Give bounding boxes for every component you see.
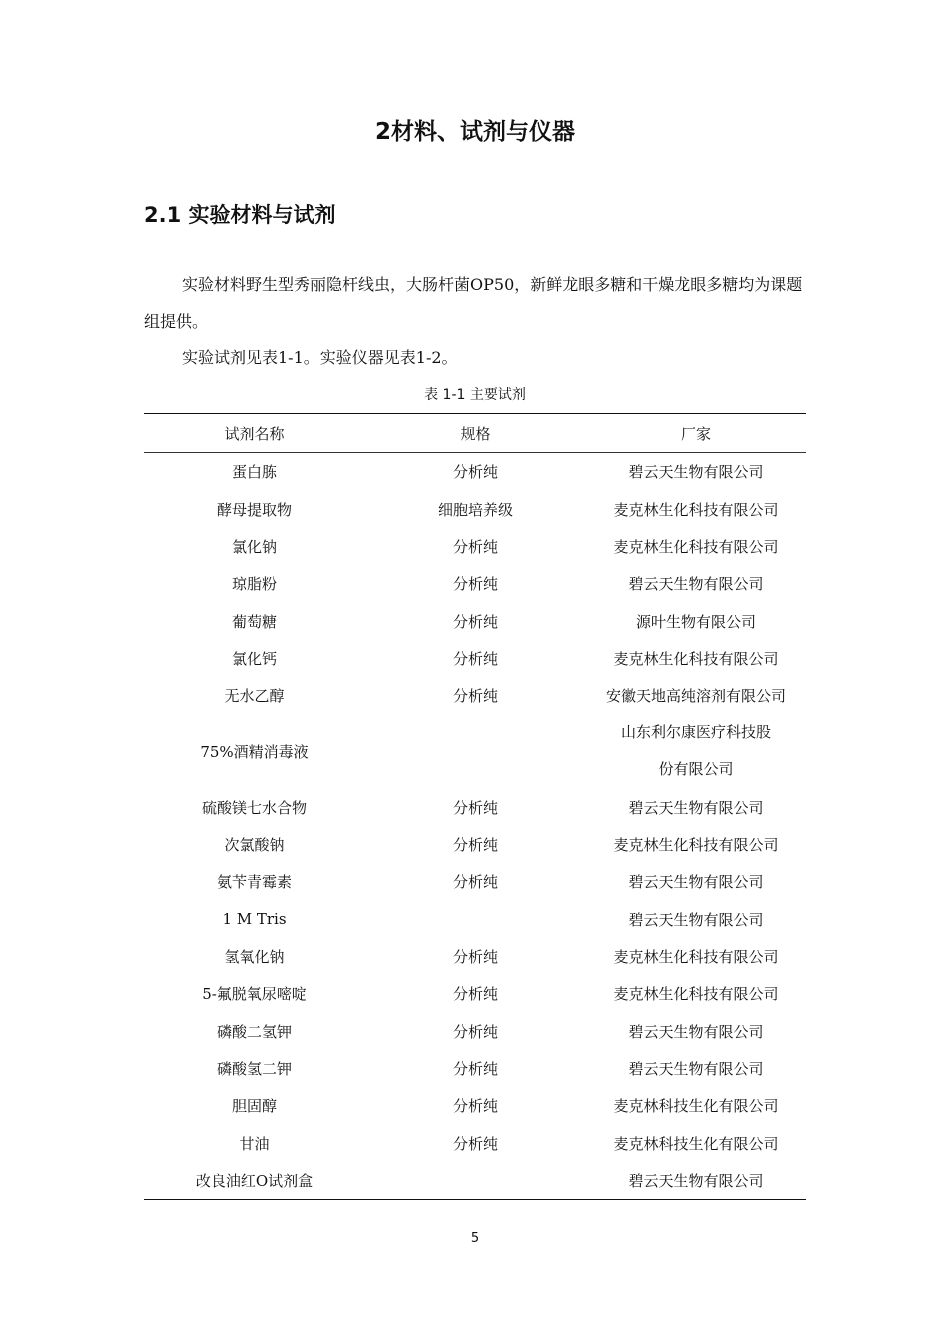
- reagent-name-cell: 75%酒精消毒液: [200, 742, 309, 761]
- table-row: [144, 938, 806, 975]
- table-row: [144, 714, 806, 788]
- maker-cell: 安徽天地高纯溶剂有限公司: [605, 687, 786, 706]
- maker-cell: 麦克林科技生化有限公司: [613, 1134, 779, 1153]
- table-row: [144, 900, 806, 937]
- table-body: [144, 453, 806, 1200]
- spec-cell: 分析纯: [452, 649, 498, 668]
- spec-cell: 分析纯: [452, 1097, 498, 1116]
- table-row: [144, 788, 806, 825]
- reagent-name-cell: 葡萄糖: [231, 612, 277, 631]
- table-row: [144, 528, 806, 565]
- table-header-row: [144, 414, 806, 453]
- header-spec: 规格: [365, 414, 586, 453]
- spec-cell: 分析纯: [452, 985, 498, 1004]
- spec-cell: 分析纯: [452, 798, 498, 817]
- maker-cell: 麦克林生化科技有限公司: [613, 947, 779, 966]
- maker-cell: 碧云天生物有限公司: [628, 463, 764, 482]
- reagent-name-cell: 改良油红O试剂盒: [195, 1172, 314, 1191]
- spec-cell: 分析纯: [452, 463, 498, 482]
- reagent-name-cell: 次氯酸钠: [224, 835, 285, 854]
- reagent-name-cell: 无水乙醇: [224, 687, 285, 706]
- table-row: [144, 677, 806, 714]
- table-row: [144, 1050, 806, 1087]
- table-row: [144, 863, 806, 900]
- page-number: 5: [470, 1231, 480, 1246]
- reagent-name-cell: 氨苄青霉素: [216, 873, 292, 892]
- table-row: [144, 640, 806, 677]
- maker-cell: 源叶生物有限公司: [635, 612, 756, 631]
- reagent-name-cell: 琼脂粉: [231, 575, 277, 594]
- table-row: [144, 975, 806, 1012]
- reagent-name-cell: 硫酸镁七水合物: [201, 798, 307, 817]
- reagent-name-cell: 氯化钠: [231, 537, 277, 556]
- spec-cell: [365, 900, 586, 937]
- maker-cell: 麦克林生化科技有限公司: [613, 500, 779, 519]
- chapter-title: 2材料、试剂与仪器: [374, 119, 575, 145]
- reagent-name-cell: 1 M Tris: [222, 910, 287, 929]
- spec-cell: 分析纯: [452, 537, 498, 556]
- section-title: 2.1 实验材料与试剂: [144, 203, 336, 227]
- maker-cell: 麦克林科技生化有限公司: [613, 1097, 779, 1116]
- maker-cell: 麦克林生化科技有限公司: [613, 649, 779, 668]
- spec-cell: [365, 714, 586, 788]
- maker-cell: 碧云天生物有限公司: [628, 910, 764, 929]
- spec-cell: 分析纯: [452, 1059, 498, 1078]
- table-row: [144, 1012, 806, 1049]
- maker-cell: 碧云天生物有限公司: [628, 798, 764, 817]
- table-row: [144, 1087, 806, 1124]
- maker-cell: 麦克林生化科技有限公司: [613, 835, 779, 854]
- maker-cell: 碧云天生物有限公司: [628, 575, 764, 594]
- paragraph-materials: 实验材料野生型秀丽隐杆线虫，大肠杆菌OP50，新鲜龙眼多糖和干燥龙眼多糖均为课题组提供。: [144, 275, 803, 331]
- maker-cell: 山东利尔康医疗科技股 份有限公司: [620, 723, 771, 779]
- spec-cell: 分析纯: [452, 835, 498, 854]
- reagent-name-cell: 磷酸二氢钾: [216, 1022, 292, 1041]
- table-row: [144, 826, 806, 863]
- reagent-name-cell: 甘油: [239, 1134, 270, 1153]
- maker-cell: 碧云天生物有限公司: [628, 1172, 764, 1191]
- spec-cell: 细胞培养级: [437, 500, 513, 519]
- spec-cell: 分析纯: [452, 873, 498, 892]
- maker-cell: 碧云天生物有限公司: [628, 873, 764, 892]
- reagent-name-cell: 蛋白胨: [231, 463, 277, 482]
- table-row: [144, 1162, 806, 1200]
- spec-cell: 分析纯: [452, 612, 498, 631]
- maker-cell: 麦克林生化科技有限公司: [613, 537, 779, 556]
- spec-cell: 分析纯: [452, 1022, 498, 1041]
- spec-cell: 分析纯: [452, 575, 498, 594]
- reagent-name-cell: 酵母提取物: [216, 500, 292, 519]
- maker-cell: 碧云天生物有限公司: [628, 1022, 764, 1041]
- table-row: [144, 602, 806, 639]
- header-reagent-name: 试剂名称: [144, 414, 365, 453]
- reagent-name-cell: 5-氟脱氧尿嘧啶: [202, 985, 307, 1004]
- table-row: [144, 490, 806, 527]
- spec-cell: [365, 1162, 586, 1200]
- maker-cell: 碧云天生物有限公司: [628, 1059, 764, 1078]
- table-row: [144, 565, 806, 602]
- table-row: [144, 1125, 806, 1162]
- table-row: [144, 453, 806, 491]
- maker-cell: 麦克林生化科技有限公司: [613, 985, 779, 1004]
- spec-cell: 分析纯: [452, 1134, 498, 1153]
- header-maker: 厂家: [586, 414, 806, 453]
- paragraph-reagents-ref: 实验试剂见表1-1。实验仪器见表1-2。: [182, 348, 458, 367]
- spec-cell: 分析纯: [452, 947, 498, 966]
- table-caption: 表 1-1 主要试剂: [424, 387, 526, 403]
- reagent-name-cell: 氯化钙: [231, 649, 277, 668]
- spec-cell: 分析纯: [452, 687, 498, 706]
- reagent-name-cell: 氢氧化钠: [224, 947, 285, 966]
- reagent-name-cell: 胆固醇: [231, 1097, 277, 1116]
- reagent-table: [144, 413, 806, 1200]
- reagent-name-cell: 磷酸氢二钾: [216, 1059, 292, 1078]
